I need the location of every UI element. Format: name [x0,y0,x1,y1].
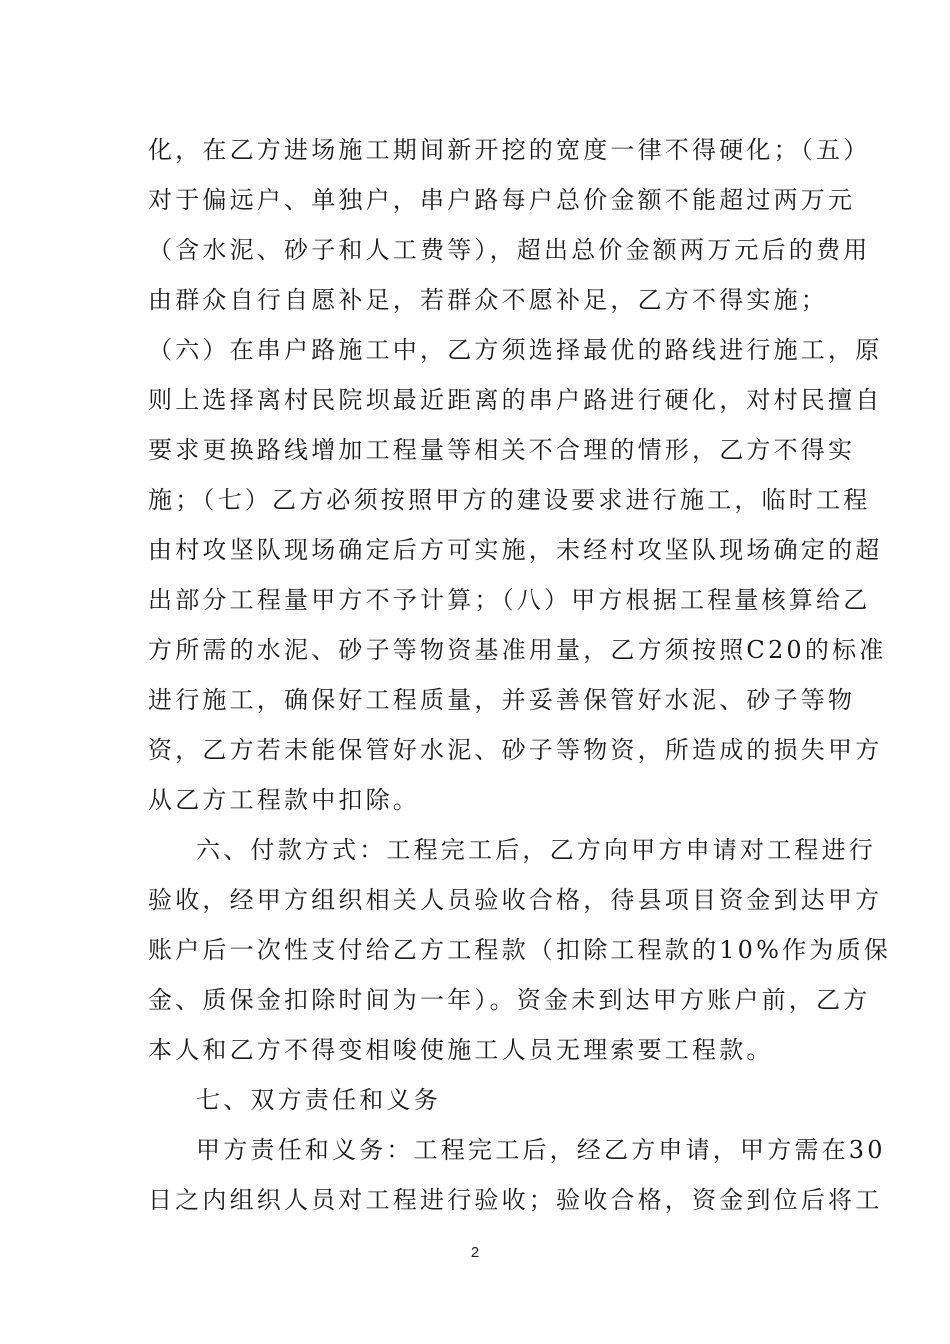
paragraph-heading-payment: 六、付款方式：工程完工后，乙方向甲方申请对工程进行 [196,836,876,864]
text-line: 要求更换路线增加工程量等相关不合理的情形，乙方不得实 [148,436,856,464]
text-line: 甲方责任和义务：工程完工后，经乙方申请，甲方需在30 [196,1136,886,1164]
text-line: 资，乙方若未能保管好水泥、砂子等物资，所造成的损失甲方 [148,736,883,764]
text-line: 本人和乙方不得变相唆使施工人员无理索要工程款。 [148,1036,774,1064]
text-line: 由群众自行自愿补足，若群众不愿补足，乙方不得实施； [148,286,828,314]
text-line: 从乙方工程款中扣除。 [148,786,420,814]
text-line: 对于偏远户、单独户，串户路每户总价金额不能超过两万元 [148,186,856,214]
text-line: 验收，经甲方组织相关人员验收合格，待县项目资金到达甲方 [148,886,883,914]
text-line: 出部分工程量甲方不予计算；（八）甲方根据工程量核算给乙 [148,586,871,614]
text-line: 则上选择离村民院坝最近距离的串户路进行硬化，对村民擅自 [148,386,883,414]
text-line: 方所需的水泥、砂子等物资基准用量，乙方须按照C20的标准 [148,636,887,664]
page-number: 2 [470,1244,480,1261]
text-line: 账户后一次性支付给乙方工程款（扣除工程款的10%作为质保 [148,936,891,964]
text-line: 施；（七）乙方必须按照甲方的建设要求进行施工，临时工程 [148,486,871,514]
text-line: 化，在乙方进场施工期间新开挖的宽度一律不得硬化；（五） [148,136,871,164]
text-line: 由村攻坚队现场确定后方可实施，未经村攻坚队现场确定的超 [148,536,883,564]
text-line: （含水泥、砂子和人工费等），超出总价金额两万元后的费用 [148,236,871,264]
section-heading-responsibilities: 七、双方责任和义务 [196,1086,441,1114]
text-line: 进行施工，确保好工程质量，并妥善保管好水泥、砂子等物 [148,686,856,714]
text-line: 日之内组织人员对工程进行验收；验收合格，资金到位后将工 [148,1186,883,1214]
text-line: 金、质保金扣除时间为一年）。资金未到达甲方账户前，乙方 [148,986,871,1014]
text-line: （六）在串户路施工中，乙方须选择最优的路线进行施工，原 [148,336,883,364]
